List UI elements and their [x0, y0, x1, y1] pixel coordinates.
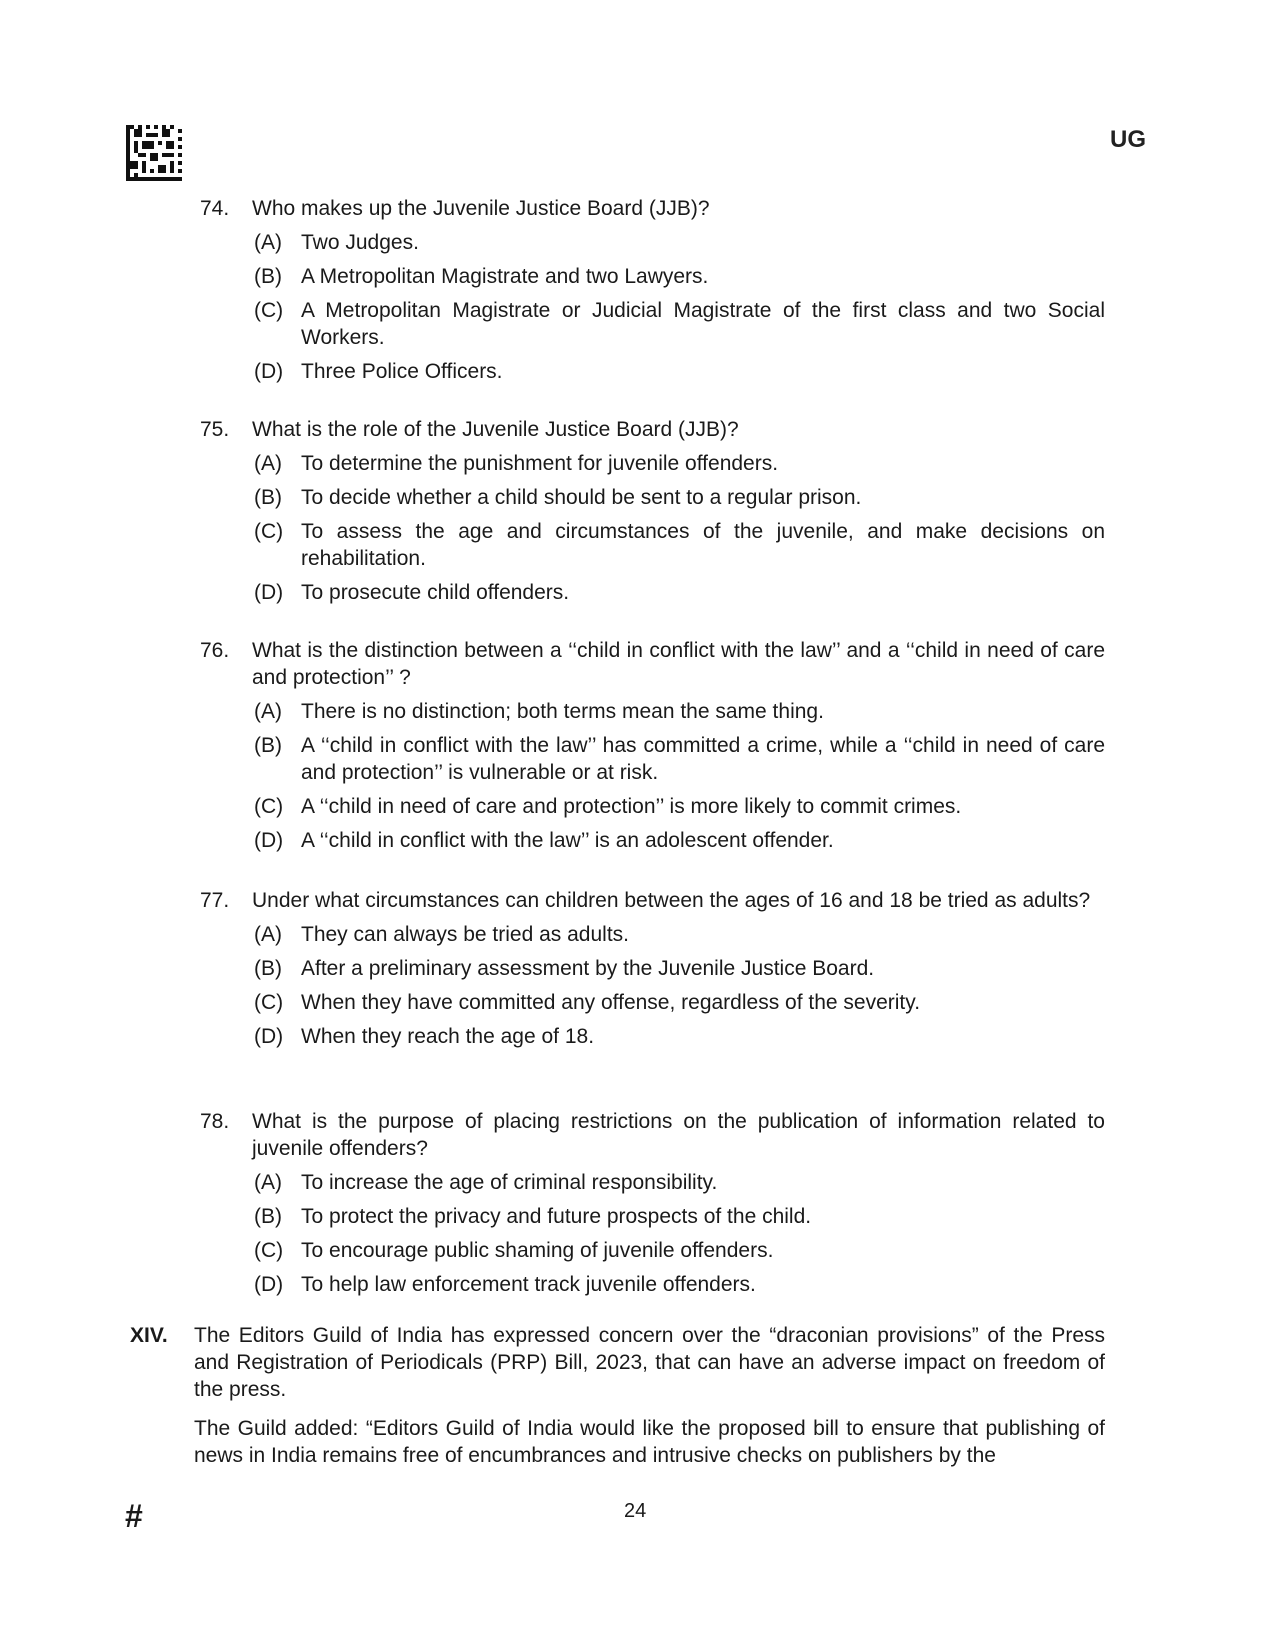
- option-letter: (C): [254, 991, 284, 1014]
- passage-xiv: [130, 1322, 1105, 1481]
- option-b: [200, 263, 1105, 290]
- option-a: [200, 450, 1105, 477]
- option-text: To assess the age and circumstances of the juvenile, and make decisions on rehabilitation.: [301, 520, 1105, 570]
- option-d: [200, 1023, 1105, 1050]
- option-letter: (C): [254, 520, 284, 543]
- option-text: To encourage public shaming of juvenile offenders.: [301, 1239, 774, 1262]
- question-76: [200, 637, 1105, 861]
- option-c: [200, 989, 1105, 1016]
- data-matrix-code: [126, 125, 182, 181]
- option-letter: (D): [254, 581, 284, 604]
- option-text: To prosecute child offenders.: [301, 581, 570, 604]
- option-d: [200, 1271, 1105, 1298]
- option-text: A Metropolitan Magistrate or Judicial Magistrate of the first class and two Social Workers.: [301, 299, 1105, 349]
- option-text: A ‘‘child in need of care and protection’’ is more likely to commit crimes.: [301, 795, 962, 818]
- option-a: [200, 921, 1105, 948]
- option-text: There is no distinction; both terms mean the same thing.: [301, 700, 824, 723]
- question-74: [200, 195, 1105, 392]
- option-text: Two Judges.: [301, 231, 419, 254]
- question-number: 74.: [200, 197, 230, 220]
- option-b: [200, 732, 1105, 786]
- option-text: To increase the age of criminal responsibility.: [301, 1171, 718, 1194]
- question-stem: What is the distinction between a ‘‘child in conflict with the law’’ and a ‘‘child in need of care and protection’’ ?: [252, 639, 1105, 689]
- question-number: 76.: [200, 639, 230, 662]
- question-stem: Who makes up the Juvenile Justice Board (JJB)?: [252, 197, 710, 220]
- option-a: [200, 698, 1105, 725]
- question-number: 77.: [200, 889, 230, 912]
- option-text: After a preliminary assessment by the Juvenile Justice Board.: [301, 957, 875, 980]
- option-letter: (A): [254, 923, 282, 946]
- option-letter: (D): [254, 1273, 284, 1296]
- question-78: [200, 1108, 1105, 1305]
- option-text: When they reach the age of 18.: [301, 1025, 595, 1048]
- option-c: [200, 297, 1105, 351]
- option-b: [200, 955, 1105, 982]
- option-b: [200, 1203, 1105, 1230]
- option-text: To determine the punishment for juvenile offenders.: [301, 452, 779, 475]
- option-letter: (A): [254, 700, 282, 723]
- question-75: [200, 416, 1105, 613]
- option-letter: (A): [254, 1171, 282, 1194]
- option-text: They can always be tried as adults.: [301, 923, 630, 946]
- option-letter: (D): [254, 829, 284, 852]
- footer-hash-mark: #: [125, 1498, 143, 1534]
- option-d: [200, 358, 1105, 385]
- question-stem: Under what circumstances can children between the ages of 16 and 18 be tried as adults?: [252, 889, 1091, 912]
- option-letter: (D): [254, 1025, 284, 1048]
- section-number: XIV.: [130, 1324, 168, 1347]
- option-letter: (A): [254, 452, 282, 475]
- option-c: [200, 1237, 1105, 1264]
- paper-code: UG: [1110, 126, 1146, 153]
- option-text: Three Police Officers.: [301, 360, 503, 383]
- passage-paragraph-2: The Guild added: “Editors Guild of India would like the proposed bill to ensure that publishing of news in India remains free of encumbrances and intrusive checks on publishers by the: [194, 1417, 1105, 1467]
- option-text: A ‘‘child in conflict with the law’’ is an adolescent offender.: [301, 829, 834, 852]
- option-d: [200, 827, 1105, 854]
- option-text: A ‘‘child in conflict with the law’’ has committed a crime, while a ‘‘child in need of care and protection’’ is vulnerable or at risk.: [301, 734, 1105, 784]
- page-number: 24: [624, 1500, 647, 1522]
- option-letter: (A): [254, 231, 282, 254]
- option-letter: (B): [254, 734, 282, 757]
- option-text: When they have committed any offense, regardless of the severity.: [301, 991, 921, 1014]
- option-c: [200, 518, 1105, 572]
- option-letter: (B): [254, 265, 282, 288]
- option-a: [200, 229, 1105, 256]
- option-letter: (C): [254, 299, 284, 322]
- question-number: 78.: [200, 1110, 230, 1133]
- option-letter: (D): [254, 360, 284, 383]
- option-text: To decide whether a child should be sent to a regular prison.: [301, 486, 862, 509]
- option-text: A Metropolitan Magistrate and two Lawyers.: [301, 265, 709, 288]
- question-stem: What is the role of the Juvenile Justice Board (JJB)?: [252, 418, 739, 441]
- passage-paragraph-1: The Editors Guild of India has expressed concern over the “draconian provisions” of the Press and Registration of Periodicals (PRP) Bill, 2023, that can have an adverse impact on freedom of the press.: [194, 1324, 1105, 1401]
- option-d: [200, 579, 1105, 606]
- option-letter: (B): [254, 957, 282, 980]
- option-text: To help law enforcement track juvenile offenders.: [301, 1273, 756, 1296]
- option-letter: (C): [254, 1239, 284, 1262]
- question-stem: What is the purpose of placing restrictions on the publication of information related to juvenile offenders?: [252, 1110, 1105, 1160]
- option-text: To protect the privacy and future prospects of the child.: [301, 1205, 812, 1228]
- question-77: [200, 887, 1105, 1057]
- option-a: [200, 1169, 1105, 1196]
- option-c: [200, 793, 1105, 820]
- question-number: 75.: [200, 418, 230, 441]
- option-letter: (C): [254, 795, 284, 818]
- option-letter: (B): [254, 1205, 282, 1228]
- option-b: [200, 484, 1105, 511]
- option-letter: (B): [254, 486, 282, 509]
